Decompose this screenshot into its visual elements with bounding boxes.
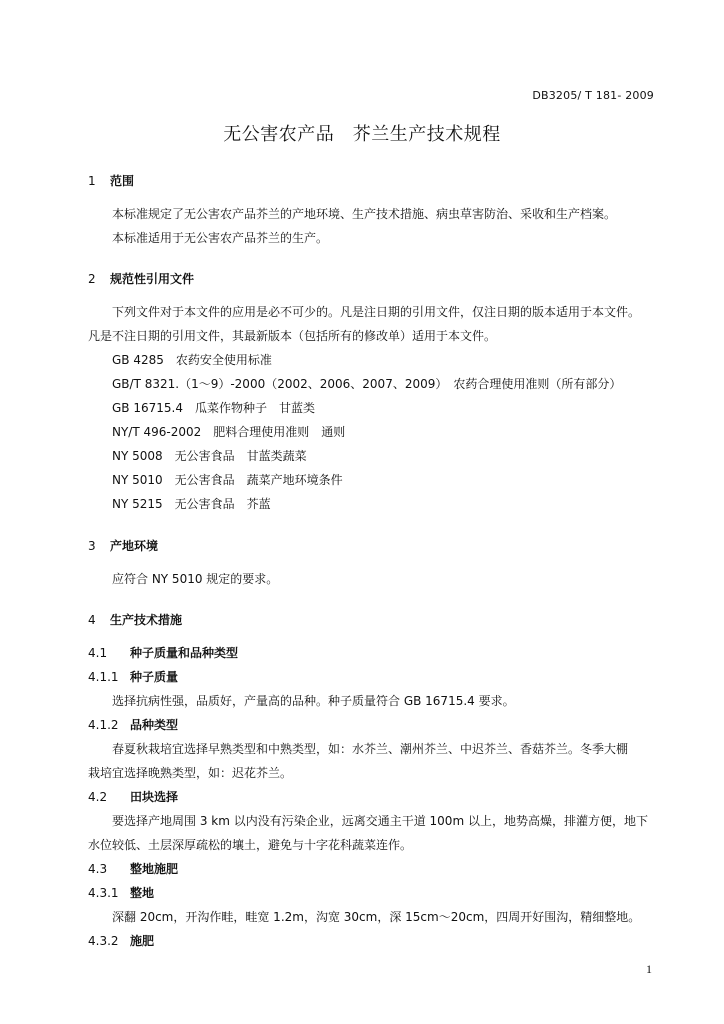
- subsection-title: 品种类型: [130, 718, 179, 732]
- subsection-number: 4.2: [88, 790, 108, 804]
- subsection-number: 4.3.1: [88, 886, 119, 900]
- reference-item: GB 4285 农药安全使用标准: [112, 353, 272, 367]
- reference-item: GB 16715.4 瓜菜作物种子 甘蓝类: [112, 401, 315, 415]
- section-number: 1: [88, 174, 96, 188]
- section-1-paragraph-2: 本标准适用于无公害农产品芥兰的生产。: [112, 231, 329, 245]
- subsection-title: 种子质量: [130, 670, 179, 684]
- section-2-heading: [88, 271, 194, 287]
- subsection-4-2-paragraph-line-2: 水位较低、土层深厚疏松的壤土，避免与十字花科蔬菜连作。: [88, 838, 413, 852]
- reference-item: NY 5008 无公害食品 甘蓝类蔬菜: [112, 449, 307, 463]
- subsection-title: 种子质量和品种类型: [130, 646, 239, 660]
- section-1-paragraph-1: 本标准规定了无公害农产品芥兰的产地环境、生产技术措施、病虫草害防治、采收和生产档案。: [112, 207, 617, 221]
- document-title: 无公害农产品 芥兰生产技术规程: [223, 124, 501, 145]
- section-2-paragraph-line-2: 凡是不注日期的引用文件，其最新版本（包括所有的修改单）适用于本文件。: [88, 329, 497, 343]
- section-1-heading: [88, 173, 134, 189]
- reference-item: NY/T 496-2002 肥料合理使用准则 通则: [112, 425, 346, 439]
- section-title: 产地环境: [110, 539, 159, 553]
- section-3-paragraph: 应符合 NY 5010 规定的要求。: [112, 572, 279, 586]
- section-title: 生产技术措施: [110, 613, 183, 627]
- document-code: DB3205/ T 181- 2009: [532, 89, 654, 102]
- subsection-4-1-1-heading: [88, 669, 178, 685]
- reference-item: NY 5010 无公害食品 蔬菜产地环境条件: [112, 473, 343, 487]
- subsection-number: 4.3: [88, 862, 108, 876]
- section-title: 范围: [110, 174, 135, 188]
- section-number: 3: [88, 539, 96, 553]
- subsection-title: 整地: [130, 886, 155, 900]
- subsection-4-3-1-heading: [88, 885, 154, 901]
- page-number: 1: [646, 962, 652, 976]
- subsection-title: 整地施肥: [130, 862, 179, 876]
- section-3-heading: [88, 538, 158, 554]
- subsection-number: 4.3.2: [88, 934, 119, 948]
- subsection-4-3-2-heading: [88, 933, 154, 949]
- subsection-4-1-1-paragraph: 选择抗病性强，品质好，产量高的品种。种子质量符合 GB 16715.4 要求。: [112, 694, 515, 708]
- section-number: 4: [88, 613, 96, 627]
- section-4-heading: [88, 612, 182, 628]
- subsection-4-1-heading: [88, 645, 238, 661]
- section-title: 规范性引用文件: [110, 272, 195, 286]
- section-number: 2: [88, 272, 96, 286]
- subsection-number: 4.1.1: [88, 670, 119, 684]
- reference-item: GB/T 8321.（1～9）-2000（2002、2006、2007、2009） 农药合理使用准则（所有部分）: [112, 377, 622, 391]
- subsection-4-2-paragraph-line-1: 要选择产地周围 3 km 以内没有污染企业，远离交通主干道 100m 以上，地势高燥，排灌方便，地下: [112, 814, 648, 828]
- subsection-title: 田块选择: [130, 790, 179, 804]
- subsection-4-1-2-paragraph-line-1: 春夏秋栽培宜选择早熟类型和中熟类型，如：水芥兰、潮州芥兰、中迟芥兰、香菇芥兰。冬季大棚: [112, 742, 629, 756]
- reference-item: NY 5215 无公害食品 芥蓝: [112, 497, 271, 511]
- subsection-4-1-2-heading: [88, 717, 178, 733]
- subsection-4-3-heading: [88, 861, 178, 877]
- subsection-4-2-heading: [88, 789, 178, 805]
- subsection-4-1-2-paragraph-line-2: 栽培宜选择晚熟类型，如：迟花芥兰。: [88, 766, 293, 780]
- subsection-title: 施肥: [130, 934, 155, 948]
- subsection-4-3-1-paragraph: 深翻 20cm，开沟作畦，畦宽 1.2m，沟宽 30cm，深 15cm～20cm，四周开好围沟，精细整地。: [112, 910, 641, 924]
- section-2-paragraph-line-1: 下列文件对于本文件的应用是必不可少的。凡是注日期的引用文件，仅注日期的版本适用于本文件。: [112, 305, 641, 319]
- subsection-number: 4.1.2: [88, 718, 119, 732]
- subsection-number: 4.1: [88, 646, 108, 660]
